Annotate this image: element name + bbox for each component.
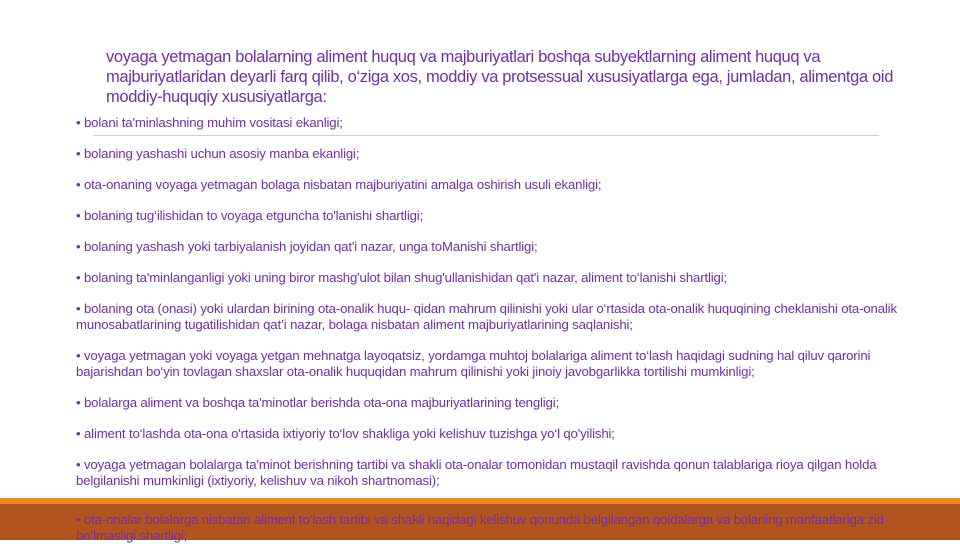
bullet-item: • aliment to‘lashda ota-ona o'rtasida ixtiyoriy to‘lov shakliga yoki kelishuv tuzishga yo‘l qo'yilishi; xyxy=(76,426,615,441)
slide-title: voyaga yetmagan bolalarning aliment huquq va majburiyatlari boshqa subyektlarning aliment huquq va majburiyatlaridan deyarli farq qilib, o‘ziga xos, moddiy va protsessual xususiyatlarga ega, jumladan, alimentga oid moddiy-huquqiy xususiyatlarga: xyxy=(106,48,894,106)
bullet-item: • voyaga yetmagan yoki voyaga yetgan mehnatga layoqatsiz, yordamga muhtoj bolalariga aliment to‘lash haqidagi sudning hal qiluv qarorini bajarishdan bo‘yin tovlagan shaxslar ota-onalik huquqidan mahrum qilinishi yoki jinoiy javobgarlikka tortilishi mumkinligi; xyxy=(76,348,871,379)
bullet-item: • bolalarga aliment va boshqa ta'minotlar berishda ota-ona majburiyatlarining tengligi; xyxy=(76,395,560,410)
bullet-item: • bolaning yashashi uchun asosiy manba ekanligi; xyxy=(76,146,360,161)
bullet-list xyxy=(76,115,936,504)
bullet-item: • bolaning ota (onasi) yoki ulardan birining ota-onalik huqu- qidan mahrum qilinishi yoki ular o‘rtasida ota-onalik huquqining cheklanishi ota-onalik munosabatlarining tugatilishidan qat’i nazar, bolaga nisbatan aliment majburiyatlarining saqlanishi; xyxy=(76,301,897,332)
bullet-item: • bolaning ta'minlanganligi yoki uning biror mashg'ulot bilan shug'ullanishidan qat'i nazar, aliment to‘lanishi shartligi; xyxy=(76,270,728,285)
bullet-item: • ota-onaning voyaga yetmagan bolaga nisbatan majburiyatini amalga oshirish usuli ekanligi; xyxy=(76,177,602,192)
bullet-item: • bolaning yashash yoki tarbiyalanish joyidan qat'i nazar, unga toManishi shartligi; xyxy=(76,239,538,254)
bullet-item: • bolani ta'minlashning muhim vositasi ekanligi; xyxy=(76,115,343,130)
bullet-item-overflow: • ota-onalar bolalarga nisbatan aliment to‘lash tartibi va shakli haqidagi kelishuv qonunda belgilangan qoidalarga va bolaning manfaatlariga zid bo‘lmasligi shartligi; xyxy=(76,512,884,543)
bullet-item: • voyaga yetmagan bolalarga ta'minot berishning tartibi va shakli ota-onalar tomonidan mustaqil ravishda qonun talablariga rioya qilgan holda belgilanishi mumkinligi (ixtiyoriy, kelishuv va nikoh shartnomasi); xyxy=(76,457,877,488)
bullet-item: • bolaning tug‘ilishidan to voyaga etguncha to'lanishi shartligi; xyxy=(76,208,424,223)
